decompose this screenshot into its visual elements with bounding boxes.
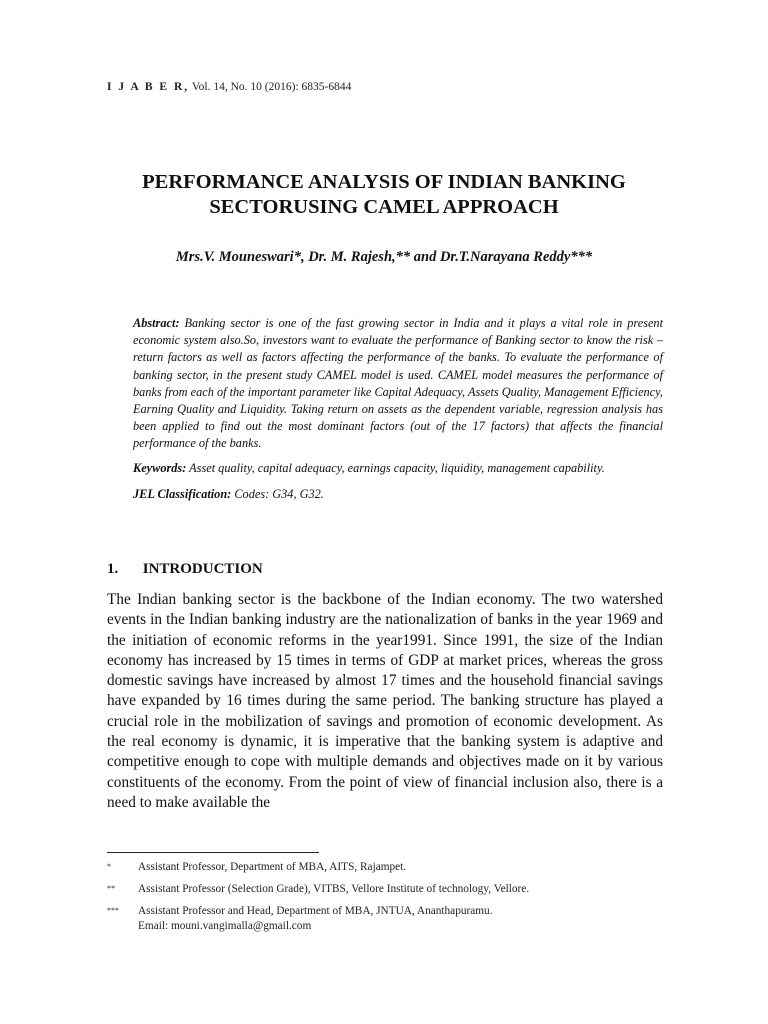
section-number: 1. — [107, 561, 119, 577]
jel-paragraph — [133, 486, 663, 503]
journal-abbreviation: I J A B E R, — [107, 81, 190, 93]
footnote-divider — [107, 852, 319, 853]
journal-citation — [107, 81, 351, 93]
volume-pages: Vol. 14, No. 10 (2016): 6835-6844 — [191, 81, 352, 93]
introduction-paragraph: The Indian banking sector is the backbone of the Indian economy. The two watershed events in the Indian banking industry are the nationalization of banks in the year 1969 and the initiation of economic reforms in the year1991. Since 1991, the size of the Indian economy has increased by 15 times in terms of GDP at market prices, whereas the gross domestic savings have increased by almost 17 times and the household financial savings have expanded by 16 times during the same period. The banking structure has played a crucial role in the mobilization of savings and promotion of economic development. As the real economy is dynamic, it is imperative that the banking system is adaptive and competitive enough to cope with multiple demands and objectives made on it by various constituents of the economy. From the point of view of financial inclusion also, there is a need to make available the — [107, 591, 663, 811]
footnote-3 — [107, 904, 663, 934]
abstract-text: Banking sector is one of the fast growing sector in India and it plays a vital role in present economic system also.So, investors want to evaluate the performance of Banking sector to know the risk –return factors as well as factors affecting the performance of the banks. To evaluate the performance of banking sector, in the present study CAMEL model is used. CAMEL model measures the performance of banks from each of the important parameter like Capital Adequacy, Assets Quality, Management Efficiency, Earning Quality and Liquidity. Taking return on assets as the dependent variable, regression analysis has been applied to find out the most dominant factors (out of the 17 factors) that affects the financial performance of the banks. — [133, 316, 663, 451]
keywords-text: Asset quality, capital adequacy, earnings capacity, liquidity, management capability. — [189, 460, 605, 475]
title-line-1: PERFORMANCE ANALYSIS OF INDIAN BANKING — [142, 171, 626, 193]
author-list: Mrs.V. Mouneswari*, Dr. M. Rajesh,** and Dr.T.Narayana Reddy*** — [175, 249, 593, 265]
footnote-mark: *** — [107, 906, 119, 915]
footnote-text: Assistant Professor and Head, Department of MBA, JNTUA, Ananthapuramu. — [138, 905, 493, 917]
section-heading — [107, 561, 263, 578]
footnotes — [107, 860, 663, 941]
footnote-mark: ** — [107, 884, 115, 893]
jel-label: JEL Classification: — [133, 486, 232, 501]
footnote-mark: * — [107, 862, 111, 871]
footnote-email[interactable]: Email: mouni.vangimalla@gmail.com — [138, 920, 312, 932]
paper-title — [60, 170, 708, 220]
footnote-text: Assistant Professor (Selection Grade), VITBS, Vellore Institute of technology, Vellore. — [138, 883, 530, 895]
abstract-label: Abstract: — [133, 316, 180, 330]
footnote-body — [138, 904, 663, 934]
footnote-1 — [107, 860, 663, 875]
section-title: INTRODUCTION — [142, 561, 263, 577]
jel-text: Codes: G34, G32. — [234, 486, 324, 501]
abstract-paragraph — [133, 315, 663, 453]
keywords-label: Keywords: — [133, 460, 187, 475]
keywords-paragraph — [133, 460, 663, 477]
footnote-2 — [107, 882, 663, 897]
title-line-2: SECTORUSING CAMEL APPROACH — [209, 196, 559, 218]
footnote-text: Assistant Professor, Department of MBA, AITS, Rajampet. — [138, 861, 407, 873]
abstract-block — [133, 315, 663, 503]
